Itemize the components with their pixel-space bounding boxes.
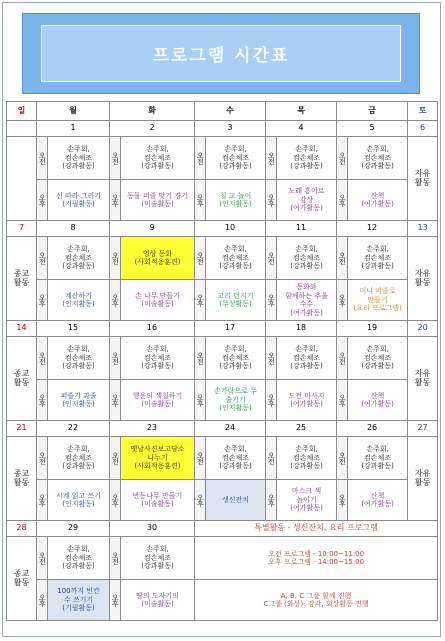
header-5: 금 <box>337 102 408 121</box>
date-cell: 19 <box>337 321 408 337</box>
special-activity-title: 특별활동 - 생신잔치, 요리 프로그램 <box>195 521 438 537</box>
am-activity: 손주회, 컴손체조 (강과활동) <box>277 337 337 380</box>
date-row <box>7 421 438 437</box>
date-cell: 11 <box>266 221 337 237</box>
pm-label: 오후 <box>37 480 48 521</box>
pm-label: 오후 <box>195 380 206 421</box>
pm-row <box>7 480 438 521</box>
schedule-table <box>6 101 438 621</box>
pm-activity: 반동나무 만들기 (미술활동) <box>121 480 195 521</box>
am-label: 오전 <box>195 137 206 180</box>
date-cell: 28 <box>7 521 37 537</box>
am-label: 오전 <box>337 237 348 280</box>
pm-activity: 도전 마사지 (여가활동) <box>277 380 337 421</box>
pm-activity: 동화와 함께하는 추울 수수 (여가활동) <box>277 280 337 321</box>
am-label: 오전 <box>266 437 277 480</box>
pm-label: 오후 <box>266 480 277 521</box>
am-label: 오전 <box>337 437 348 480</box>
pm-label: 오후 <box>37 280 48 321</box>
sunday-activity: 종교 활동 <box>7 237 37 321</box>
saturday-activity: 자유 활동 <box>408 437 438 521</box>
pm-label: 오후 <box>195 280 206 321</box>
pm-label: 오후 <box>337 180 348 221</box>
am-label: 오전 <box>37 537 48 580</box>
date-row <box>7 121 438 137</box>
header-0: 일 <box>7 102 37 121</box>
date-cell: 20 <box>408 321 438 337</box>
header-6: 토 <box>408 102 438 121</box>
pm-label: 오후 <box>110 280 121 321</box>
pm-label: 오후 <box>110 380 121 421</box>
am-activity: 옛날사진보고당소 나누기 (사회적응훈련) <box>121 437 195 480</box>
pm-label: 오후 <box>195 180 206 221</box>
am-activity: 손주회, 컴손체조 (강과활동) <box>206 137 266 180</box>
pm-activity: 선 따라 그리기 (기필활동) <box>48 180 110 221</box>
am-label: 오전 <box>195 237 206 280</box>
am-label: 오전 <box>266 337 277 380</box>
am-label: 오전 <box>37 237 48 280</box>
date-cell: 1 <box>37 121 110 137</box>
sunday-activity: 종교 활동 <box>7 537 37 621</box>
pm-activity: 행운의 색칠하기 (미술활동) <box>121 380 195 421</box>
am-activity: 손주회, 컴손체조 (강과활동) <box>121 137 195 180</box>
pm-activity: 계산하기 (인지활동) <box>48 280 110 321</box>
pm-activity: 동물 퍼즐 맞기 경기 (미술활동) <box>121 180 195 221</box>
am-activity: 손주회, 컴손체조 (강과활동) <box>48 437 110 480</box>
pm-activity: 생신잔치 <box>206 480 266 521</box>
am-activity: 손주회, 컴손체조 (강과활동) <box>206 337 266 380</box>
am-row <box>7 337 438 380</box>
pm-row <box>7 580 438 621</box>
pm-row <box>7 180 438 221</box>
pm-label: 오후 <box>37 380 48 421</box>
pm-label: 오후 <box>266 380 277 421</box>
date-cell: 25 <box>266 421 337 437</box>
date-cell: 3 <box>195 121 266 137</box>
date-cell: 13 <box>408 221 438 237</box>
pm-label: 오후 <box>266 280 277 321</box>
title-banner <box>22 13 420 94</box>
pm-activity: 시계 읽고 쓰기 (인지활동) <box>48 480 110 521</box>
am-activity: 손주회, 컴손체조 (강과활동) <box>48 537 110 580</box>
am-activity: 손주회, 컴손체조 (강과활동) <box>277 137 337 180</box>
am-activity: 손주회, 컴손체조 (강과활동) <box>48 237 110 280</box>
saturday-activity: 자유 활동 <box>408 237 438 321</box>
date-cell: 18 <box>266 321 337 337</box>
group-info: A, B, C 그룹 함께 진행 C그룹 (와상)- 감각, 회상활동 진행 <box>195 580 438 621</box>
date-cell: 7 <box>7 221 37 237</box>
am-label: 오전 <box>110 137 121 180</box>
am-activity: 손주회, 컴손체조 (강과활동) <box>348 337 408 380</box>
pm-activity: 고리 던지기 (무성활동) <box>206 280 266 321</box>
date-cell: 23 <box>110 421 195 437</box>
date-cell: 21 <box>7 421 37 437</box>
date-cell: 27 <box>408 421 438 437</box>
am-activity: 손주회, 컴손체조 (강과활동) <box>206 437 266 480</box>
pm-label: 오후 <box>37 180 48 221</box>
date-row <box>7 521 438 537</box>
header-row <box>7 102 438 121</box>
page-title: 프로그램 시간표 <box>152 46 290 66</box>
date-cell: 10 <box>195 221 266 237</box>
program-times: 오전 프로그램 - 10:00~11:00 오후 프로그램 - 14:00~15:00 <box>195 537 438 580</box>
date-row <box>7 221 438 237</box>
pm-label: 오후 <box>110 480 121 521</box>
am-row <box>7 237 438 280</box>
pm-label: 오후 <box>266 180 277 221</box>
date-cell: 24 <box>195 421 266 437</box>
date-cell: 17 <box>195 321 266 337</box>
header-4: 목 <box>266 102 337 121</box>
date-cell: 14 <box>7 321 37 337</box>
am-activity: 영상 동화 (사회적응훈련) <box>121 237 195 280</box>
pm-activity: 땅의 도자기의 (미술활동) <box>121 580 195 621</box>
am-activity: 손주회, 컴손체조 (강과활동) <box>48 137 110 180</box>
date-cell: 22 <box>37 421 110 437</box>
am-activity: 손주회, 컴손체조 (강과활동) <box>121 337 195 380</box>
date-cell: 4 <box>266 121 337 137</box>
pm-activity: 손가락으로 무 술기기 (인지활동) <box>206 380 266 421</box>
saturday-activity: 자유 활동 <box>408 137 438 221</box>
date-cell: 29 <box>37 521 110 537</box>
pm-label: 오후 <box>337 480 348 521</box>
header-2: 화 <box>110 102 195 121</box>
pm-label: 오후 <box>37 580 48 621</box>
date-cell <box>7 121 37 137</box>
sunday-activity <box>7 137 37 221</box>
am-label: 오전 <box>266 137 277 180</box>
pm-activity: 산책 (여가활동) <box>348 180 408 221</box>
pm-activity: 산책 (여가활동) <box>348 480 408 521</box>
date-cell: 15 <box>37 321 110 337</box>
am-label: 오전 <box>337 337 348 380</box>
am-label: 오전 <box>110 437 121 480</box>
am-activity: 손주회, 컴손체조 (강과활동) <box>48 337 110 380</box>
am-activity: 손주회, 컴손체조 (강과활동) <box>277 237 337 280</box>
am-label: 오전 <box>195 337 206 380</box>
am-row <box>7 137 438 180</box>
am-activity: 손주회, 컴손체조 (강과활동) <box>348 237 408 280</box>
pm-label: 오후 <box>337 280 348 321</box>
am-label: 오전 <box>37 437 48 480</box>
pm-row <box>7 280 438 321</box>
pm-activity: 손 나무 만들기 (미술활동) <box>121 280 195 321</box>
sunday-activity: 종교 활동 <box>7 437 37 521</box>
date-cell: 9 <box>110 221 195 237</box>
am-activity: 손주회, 컴손체조 (강과활동) <box>348 437 408 480</box>
pm-label: 오후 <box>110 180 121 221</box>
date-cell: 12 <box>337 221 408 237</box>
pm-activity: 미니 퍼즐로 만들기 (요리 프로그램) <box>348 280 408 321</box>
date-row <box>7 321 438 337</box>
sunday-activity: 종교 활동 <box>7 337 37 421</box>
date-cell: 5 <box>337 121 408 137</box>
am-activity: 손주회, 컴손체조 (강과활동) <box>121 537 195 580</box>
am-label: 오전 <box>110 237 121 280</box>
pm-label: 오후 <box>195 480 206 521</box>
pm-activity: 노래 흥어르 감상 (여가활동) <box>277 180 337 221</box>
pm-activity: 퍼즐기 과줄 (인지활동) <box>48 380 110 421</box>
date-cell: 8 <box>37 221 110 237</box>
date-cell: 16 <box>110 321 195 337</box>
title-inner <box>41 25 401 82</box>
date-cell: 30 <box>110 521 195 537</box>
header-1: 월 <box>37 102 110 121</box>
pm-label: 오후 <box>337 380 348 421</box>
am-activity: 손주회, 컴손체조 (강과활동) <box>348 137 408 180</box>
am-label: 오전 <box>266 237 277 280</box>
pm-label: 오후 <box>110 580 121 621</box>
pm-activity: 100까지 빈칸 수 쓰기기 (기필활동) <box>48 580 110 621</box>
date-cell: 26 <box>337 421 408 437</box>
am-label: 오전 <box>37 337 48 380</box>
pm-row <box>7 380 438 421</box>
am-label: 오전 <box>195 437 206 480</box>
pm-activity: 칠 교 놀이 (인지활동) <box>206 180 266 221</box>
pm-activity: 마스크 색 놀이기 (여가활동) <box>277 480 337 521</box>
pm-activity: 산책 (여가활동) <box>348 380 408 421</box>
saturday-activity: 자유 활동 <box>408 337 438 421</box>
am-activity: 손주회, 컴손체조 (강과활동) <box>277 437 337 480</box>
header-3: 수 <box>195 102 266 121</box>
am-row <box>7 537 438 580</box>
am-label: 오전 <box>337 137 348 180</box>
date-cell: 6 <box>408 121 438 137</box>
am-label: 오전 <box>110 337 121 380</box>
am-label: 오전 <box>37 137 48 180</box>
am-activity: 손주회, 컴손체조 (강과활동) <box>206 237 266 280</box>
date-cell: 2 <box>110 121 195 137</box>
am-row <box>7 437 438 480</box>
am-label: 오전 <box>110 537 121 580</box>
